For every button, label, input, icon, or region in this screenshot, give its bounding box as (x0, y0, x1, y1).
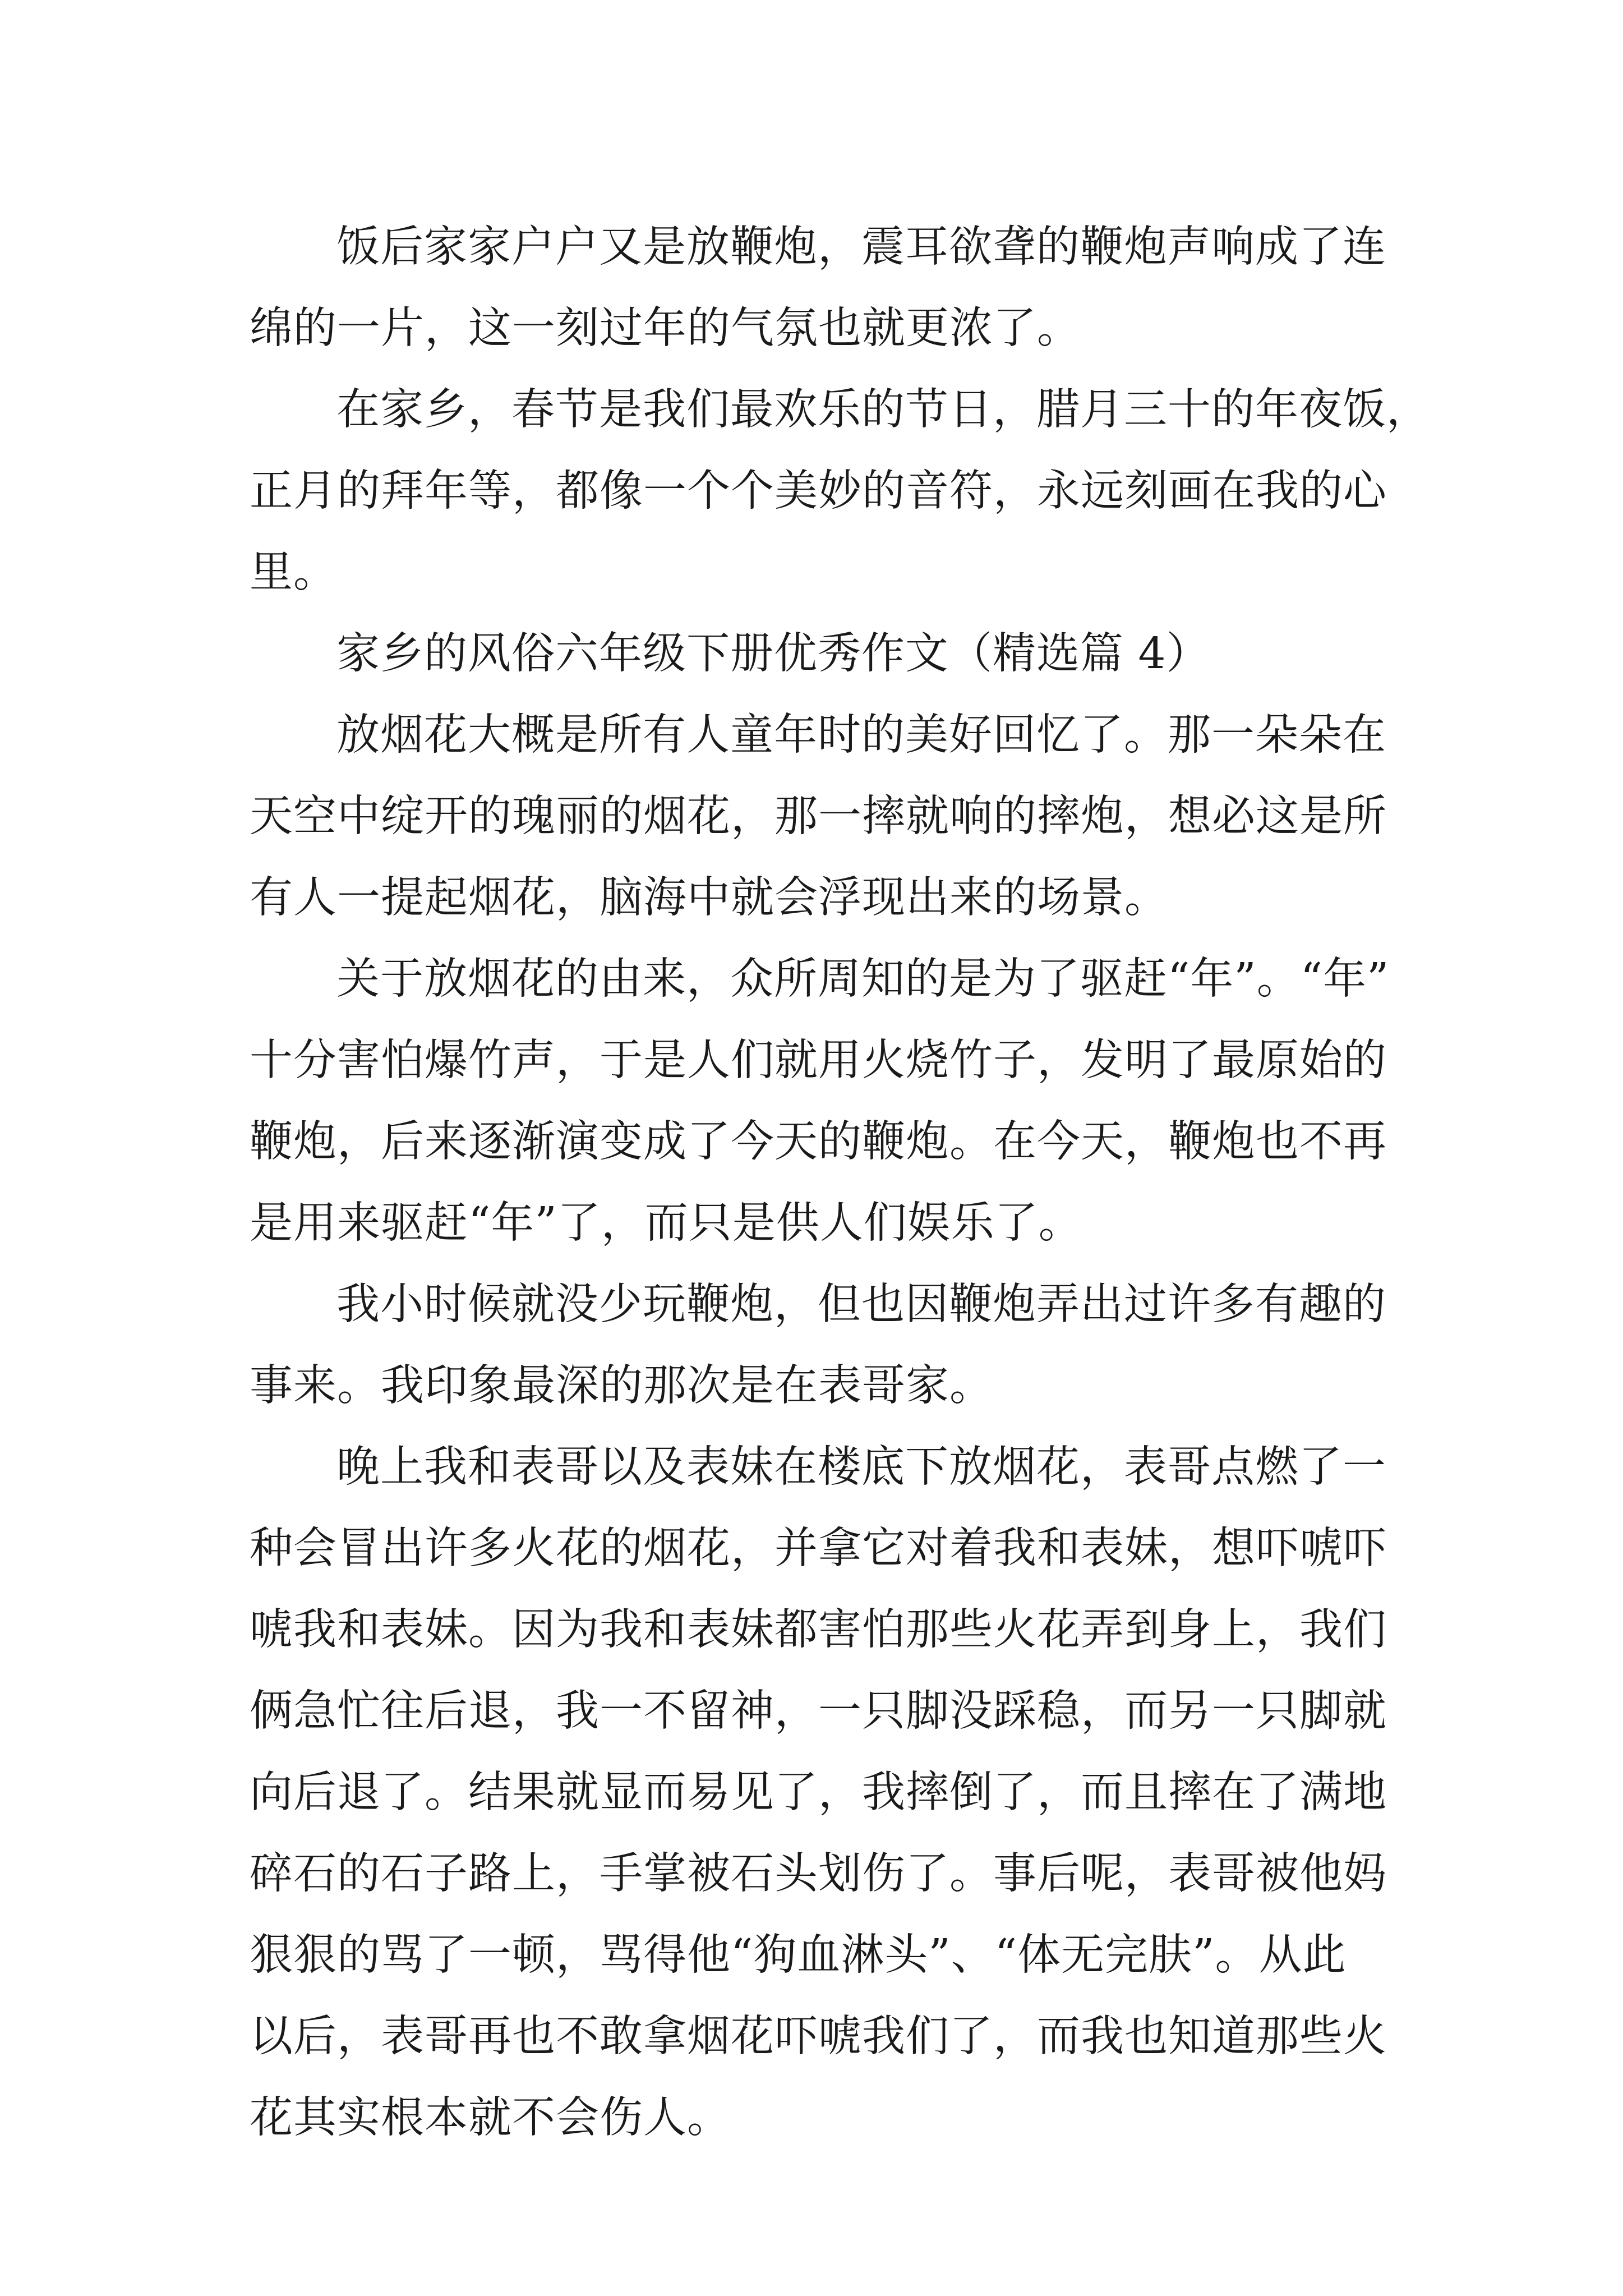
paragraph-fireworks-memories (250, 694, 1388, 938)
text-line: 饭后家家户户又是放鞭炮，震耳欲聋的鞭炮声响成了连 (336, 222, 1386, 272)
text-line: 种会冒出许多火花的烟花，并拿它对着我和表妹，想吓唬吓 (250, 1524, 1387, 1573)
text-line: 里。 (250, 547, 337, 597)
document-body (250, 206, 1430, 2159)
text-line: 向后退了。结果就显而易见了，我摔倒了，而且摔在了满地 (250, 1768, 1387, 1818)
paragraph-firecrackers-after-dinner (250, 206, 1388, 369)
text-line: 狠狠的骂了一顿，骂得他“狗血淋头”、“体无完肤”。从此 (250, 1930, 1347, 1980)
paragraph-childhood (250, 1264, 1388, 1427)
text-line: 是用来驱赶“年”了，而只是供人们娱乐了。 (250, 1198, 1082, 1248)
paragraph-spring-festival (250, 369, 1430, 613)
text-line: 有人一提起烟花，脑海中就会浮现出来的场景。 (250, 873, 1168, 923)
text-line: 鞭炮，后来逐渐演变成了今天的鞭炮。在今天，鞭炮也不再 (250, 1117, 1387, 1167)
text-line: 晚上我和表哥以及表妹在楼底下放烟花，表哥点燃了一 (336, 1442, 1386, 1492)
text-line: 关于放烟花的由来，众所周知的是为了驱赶“年”。“年” (336, 954, 1390, 1004)
text-line: 天空中绽开的瑰丽的烟花，那一摔就响的摔炮，想必这是所 (250, 792, 1387, 841)
section-title: 家乡的风俗六年级下册优秀作文（精选篇 4） (336, 629, 1210, 679)
text-line: 俩急忙往后退，我一不留神，一只脚没踩稳，而另一只脚就 (250, 1686, 1387, 1736)
text-line: 唬我和表妹。因为我和表妹都害怕那些火花弄到身上，我们 (250, 1605, 1387, 1655)
text-line: 十分害怕爆竹声，于是人们就用火烧竹子，发明了最原始的 (250, 1036, 1387, 1085)
paragraph-origin-of-fireworks (250, 938, 1388, 1264)
text-line: 事来。我印象最深的那次是在表哥家。 (250, 1361, 993, 1411)
text-line: 花其实根本就不会伤人。 (250, 2093, 731, 2143)
text-line: 在家乡，春节是我们最欢乐的节日，腊月三十的年夜饭， (336, 385, 1430, 435)
section-heading (250, 613, 1388, 694)
text-line: 我小时候就没少玩鞭炮，但也因鞭炮弄出过许多有趣的 (336, 1280, 1386, 1329)
text-line: 绵的一片，这一刻过年的气氛也就更浓了。 (250, 303, 1081, 353)
text-line: 以后，表哥再也不敢拿烟花吓唬我们了，而我也知道那些火 (250, 2012, 1387, 2062)
text-line: 正月的拜年等，都像一个个美妙的音符，永远刻画在我的心 (250, 466, 1387, 516)
paragraph-cousin-story (250, 1427, 1388, 2159)
text-line: 放烟花大概是所有人童年时的美好回忆了。那一朵朵在 (336, 710, 1386, 760)
text-line: 碎石的石子路上，手掌被石头划伤了。事后呢，表哥被他妈 (250, 1849, 1387, 1899)
